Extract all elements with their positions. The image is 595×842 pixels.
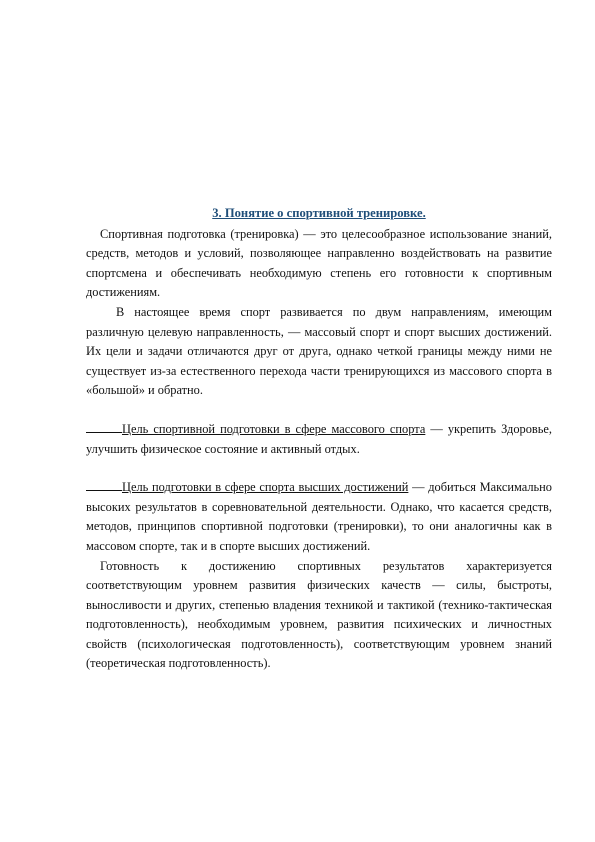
- underline-lead: [86, 420, 122, 433]
- paragraph-readiness: Готовность к достижению спортивных результатов характеризуется соответствующим уровнем развития физических качеств — силы, быстроты, выносливости и других, степенью владения техникой и тактикой (технико-тактическая подготовленность), необходимым уровнем, развития психических и личностных свойств (психологическая подготовленность), соответствующим уровнем знаний (теоретическая подготовленность).: [86, 558, 552, 671]
- elite-sport-goal-heading: Цель подготовки в сфере спорта высших достижений: [122, 480, 409, 495]
- paragraph-mass-sport-goal: [86, 420, 552, 459]
- paragraph-elite-sport-goal: [86, 478, 552, 556]
- paragraph-directions: В настоящее время спорт развивается по двум направлениям, имеющим различную целевую направленность, — массовый спорт и спорт высших достижений. Их цели и задачи отличаются друг от друга, однако четкой границы между ними не существует из-за естественного перехода части тренирующихся из массового спорта в «большой» и обратно.: [86, 304, 552, 398]
- paragraph-definition: Спортивная подготовка (тренировка) — это целесообразное использование знаний, средств, методов и условий, позволяющее направленно воздействовать на развитие спортсмена и обеспечивать необходимую степень его готовности к спортивным достижениям.: [86, 226, 552, 300]
- paragraph-gap: [86, 401, 552, 420]
- elite-sport-goal-text: — добиться Максимально высоких результатов в соревновательной деятельности. Однако, что касается средств, методов, принципов спортивной подготовки (тренировки), то они аналогичны как в массовом спорте, так и в спорте высших достижений.: [86, 480, 552, 553]
- paragraph-gap: [86, 459, 552, 478]
- mass-sport-goal-heading: Цель спортивной подготовки в сфере массового спорта: [122, 421, 426, 436]
- document-body: [86, 204, 552, 674]
- mass-sport-goal-text: — укрепить Здоровье, улучшить физическое состояние и активный отдых.: [86, 421, 553, 456]
- section-title: 3. Понятие о спортивной тренировке.: [212, 206, 426, 220]
- underline-lead: [86, 478, 122, 491]
